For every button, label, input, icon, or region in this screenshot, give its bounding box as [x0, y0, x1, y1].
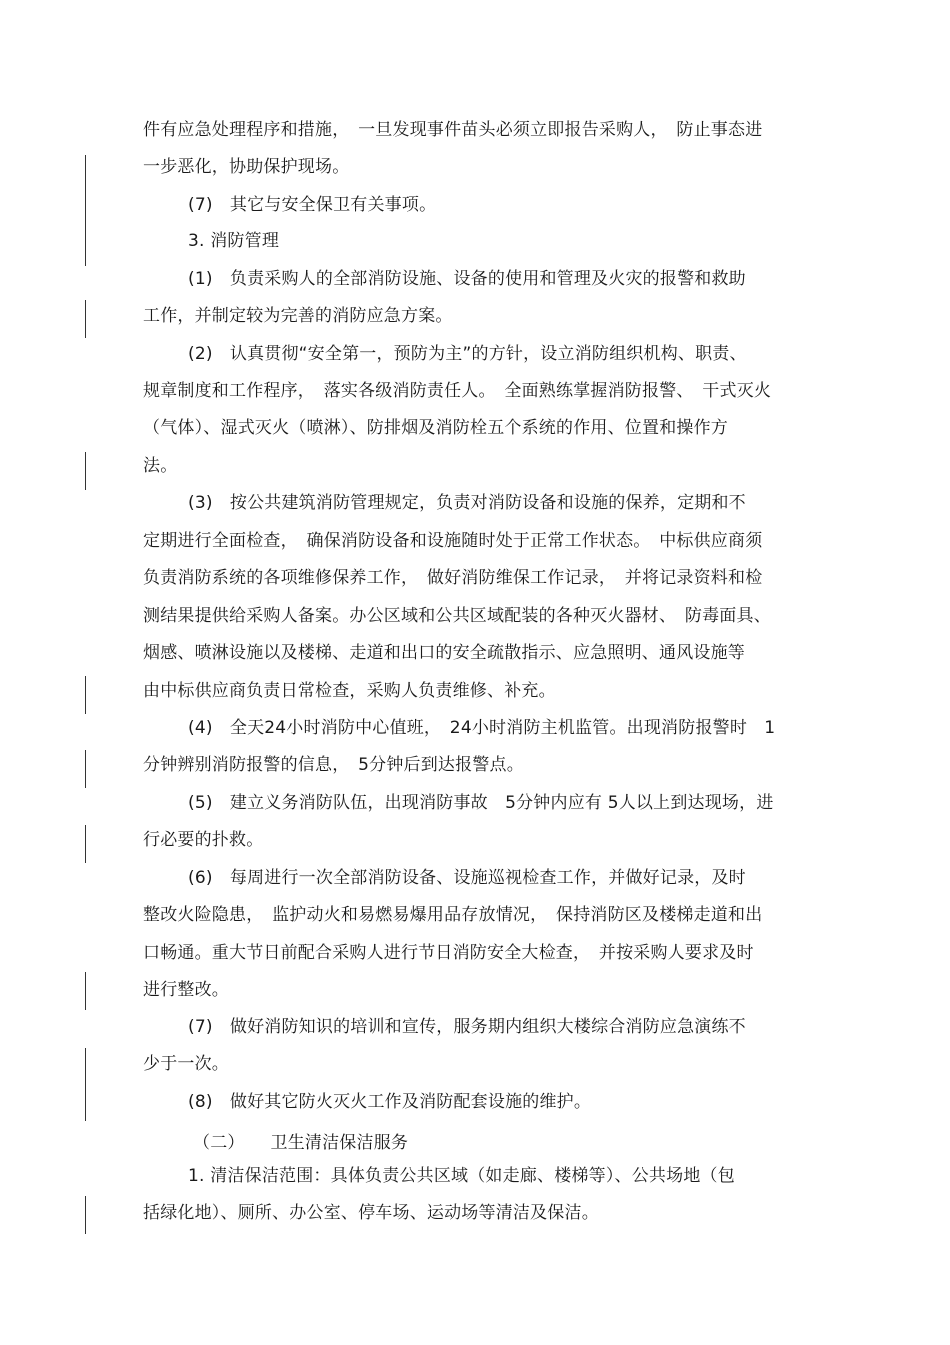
- list-item-line: (1) 负责采购人的全部消防设施、设备的使用和管理及火灾的报警和救助: [188, 269, 746, 289]
- body-text-line: 分钟辨别消防报警的信息， 5分钟后到达报警点。: [143, 755, 524, 775]
- body-text-line: 定期进行全面检查， 确保消防设备和设施随时处于正常工作状态。 中标供应商须: [143, 531, 763, 551]
- list-item-line: (3) 按公共建筑消防管理规定，负责对消防设备和设施的保养，定期和不: [188, 493, 746, 513]
- list-item-line: (5) 建立义务消防队伍，出现消防事故 5分钟内应有 5人以上到达现场，进: [188, 793, 774, 813]
- margin-bar: [85, 300, 86, 338]
- margin-bar: [85, 972, 86, 1010]
- body-text-line: 由中标供应商负责日常检查，采购人负责维修、补充。: [143, 681, 556, 701]
- body-text-line: 进行整改。: [143, 980, 229, 1000]
- body-text-line: 工作，并制定较为完善的消防应急方案。: [143, 306, 453, 326]
- section-heading: （二） 卫生清洁保洁服务: [193, 1133, 409, 1153]
- margin-bar: [85, 825, 86, 863]
- section-heading: 3. 消防管理: [188, 231, 280, 251]
- body-text-line: 负责消防系统的各项维修保养工作， 做好消防维保工作记录， 并将记录资料和检: [143, 568, 763, 588]
- list-item-line: (6) 每周进行一次全部消防设备、设施巡视检查工作，并做好记录，及时: [188, 868, 746, 888]
- list-item-line: (7) 其它与安全保卫有关事项。: [188, 195, 437, 215]
- list-item-line: (4) 全天24小时消防中心值班， 24小时消防主机监管。出现消防报警时 1: [188, 718, 776, 738]
- list-item-line: 1. 清洁保洁范围：具体负责公共区域（如走廊、楼梯等）、公共场地（包: [188, 1166, 735, 1186]
- body-text-line: （气体）、湿式灭火（喷淋）、防排烟及消防栓五个系统的作用、位置和操作方: [143, 418, 728, 438]
- list-item-line: (8) 做好其它防火灭火工作及消防配套设施的维护。: [188, 1092, 592, 1112]
- body-text-line: 测结果提供给采购人备案。办公区域和公共区域配装的各种灭火器材、 防毒面具、: [143, 606, 771, 626]
- margin-bar: [85, 1083, 86, 1121]
- body-text-line: 行必要的扑救。: [143, 830, 264, 850]
- body-text-line: 口畅通。重大节日前配合采购人进行节日消防安全大检查， 并按采购人要求及时: [143, 943, 754, 963]
- margin-bar: [85, 1196, 86, 1234]
- body-text-line: 烟感、喷淋设施以及楼梯、走道和出口的安全疏散指示、应急照明、通风设施等: [143, 643, 745, 663]
- body-text-line: 规章制度和工作程序， 落实各级消防责任人。 全面熟练掌握消防报警、 干式灭火: [143, 381, 772, 401]
- body-text-line: 件有应急处理程序和措施， 一旦发现事件苗头必须立即报告采购人， 防止事态进: [143, 120, 763, 140]
- margin-bar: [85, 192, 86, 266]
- list-item-line: (2) 认真贯彻“安全第一，预防为主”的方针，设立消防组织机构、职责、: [188, 344, 747, 364]
- body-text-line: 一步恶化，协助保护现场。: [143, 157, 350, 177]
- margin-bar: [85, 676, 86, 714]
- margin-bar: [85, 452, 86, 490]
- body-text-line: 整改火险隐患， 监护动火和易燃易爆用品存放情况， 保持消防区及楼梯走道和出: [143, 905, 763, 925]
- body-text-line: 少于一次。: [143, 1054, 229, 1074]
- body-text-line: 法。: [143, 456, 178, 476]
- margin-bar: [85, 155, 86, 193]
- margin-bar: [85, 750, 86, 788]
- list-item-line: (7) 做好消防知识的培训和宣传，服务期内组织大楼综合消防应急演练不: [188, 1017, 746, 1037]
- margin-bar: [85, 1048, 86, 1086]
- body-text-line: 括绿化地）、厕所、办公室、停车场、运动场等清洁及保洁。: [143, 1203, 599, 1223]
